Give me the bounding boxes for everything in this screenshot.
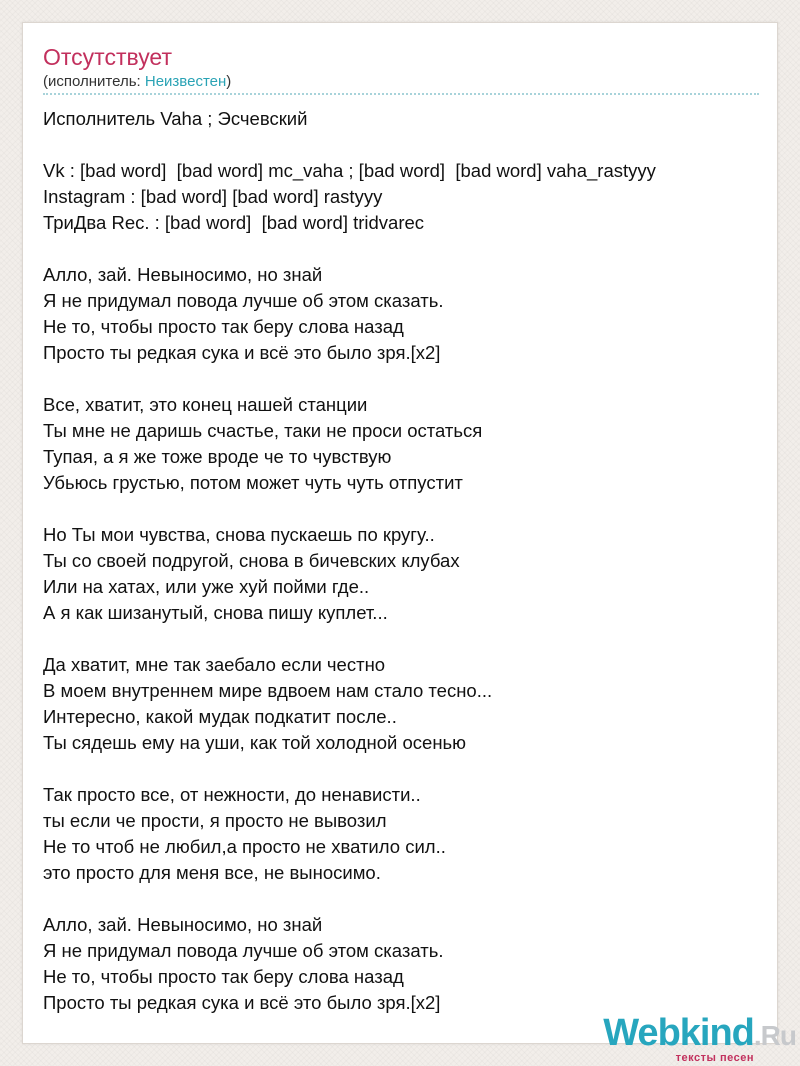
lyrics-line: Ты сядешь ему на уши, как той холодной осенью xyxy=(43,732,467,753)
lyrics-line: ты если че прости, я просто не вывозил xyxy=(43,810,387,831)
lyrics-line: А я как шизанутый, снова пишу куплет... xyxy=(43,602,388,623)
lyrics-line: Тупая, а я же тоже вроде че то чувствую xyxy=(43,446,392,467)
artist-line xyxy=(43,73,231,91)
lyrics-line: Не то, чтобы просто так беру слова назад xyxy=(43,316,404,337)
lyrics-blank-line xyxy=(43,132,759,158)
lyrics-card xyxy=(22,22,778,1044)
lyrics-line: Не то, чтобы просто так беру слова назад xyxy=(43,966,404,987)
lyrics-line: ТриДва Rec. : [bad word] [bad word] tridvarec xyxy=(43,212,425,233)
lyrics-line: Или на хатах, или уже хуй пойми где.. xyxy=(43,576,370,597)
lyrics-blank-line xyxy=(43,756,759,782)
dotted-divider xyxy=(43,93,759,95)
lyrics-line: Да хватит, мне так заебало если честно xyxy=(43,654,386,675)
lyrics-blank-line xyxy=(43,886,759,912)
lyrics-text xyxy=(43,106,759,1016)
artist-prefix: (исполнитель: xyxy=(43,73,145,90)
lyrics-line: Ты со своей подругой, снова в бичевских клубах xyxy=(43,550,460,571)
lyrics-line: Алло, зай. Невыносимо, но знай xyxy=(43,914,323,935)
lyrics-line: Я не придумал повода лучше об этом сказать. xyxy=(43,940,444,961)
lyrics-line: это просто для меня все, не выносимо. xyxy=(43,862,381,883)
lyrics-line: Убьюсь грустью, потом может чуть чуть отпустит xyxy=(43,472,463,493)
lyrics-blank-line xyxy=(43,236,759,262)
lyrics-line: Но Ты мои чувства, снова пускаешь по кругу.. xyxy=(43,524,435,545)
lyrics-line: Интересно, какой мудак подкатит после.. xyxy=(43,706,397,727)
logo-name: Webkind xyxy=(603,1012,754,1054)
lyrics-line: Так просто все, от нежности, до ненависти.. xyxy=(43,784,421,805)
lyrics-line: Просто ты редкая сука и всё это было зря.[x2] xyxy=(43,342,441,363)
lyrics-line: Ты мне не даришь счастье, таки не проси остаться xyxy=(43,420,483,441)
lyrics-line: Я не придумал повода лучше об этом сказать. xyxy=(43,290,444,311)
lyrics-blank-line xyxy=(43,496,759,522)
lyrics-line: Все, хватит, это конец нашей станции xyxy=(43,394,368,415)
lyrics-line: Алло, зай. Невыносимо, но знай xyxy=(43,264,323,285)
site-logo[interactable] xyxy=(603,1013,796,1064)
lyrics-line: В моем внутреннем мире вдвоем нам стало тесно... xyxy=(43,680,493,701)
logo-tld: .Ru xyxy=(753,1020,796,1051)
lyrics-line: Не то чтоб не любил,а просто не хватило сил.. xyxy=(43,836,446,857)
lyrics-line: Исполнитель Vaha ; Эсчевский xyxy=(43,108,308,129)
lyrics-line: Просто ты редкая сука и всё это было зря.[x2] xyxy=(43,992,441,1013)
lyrics-blank-line xyxy=(43,366,759,392)
lyrics-blank-line xyxy=(43,626,759,652)
lyrics-line: Instagram : [bad word] [bad word] rastyyy xyxy=(43,186,383,207)
artist-suffix: ) xyxy=(226,73,232,90)
artist-link[interactable]: Неизвестен xyxy=(144,73,227,90)
song-title: Отсутствует xyxy=(43,44,172,70)
lyrics-line: Vk : [bad word] [bad word] mc_vaha ; [bad word] [bad word] vaha_rastyyy xyxy=(43,160,656,181)
logo-tagline: тексты песен xyxy=(675,1052,754,1064)
